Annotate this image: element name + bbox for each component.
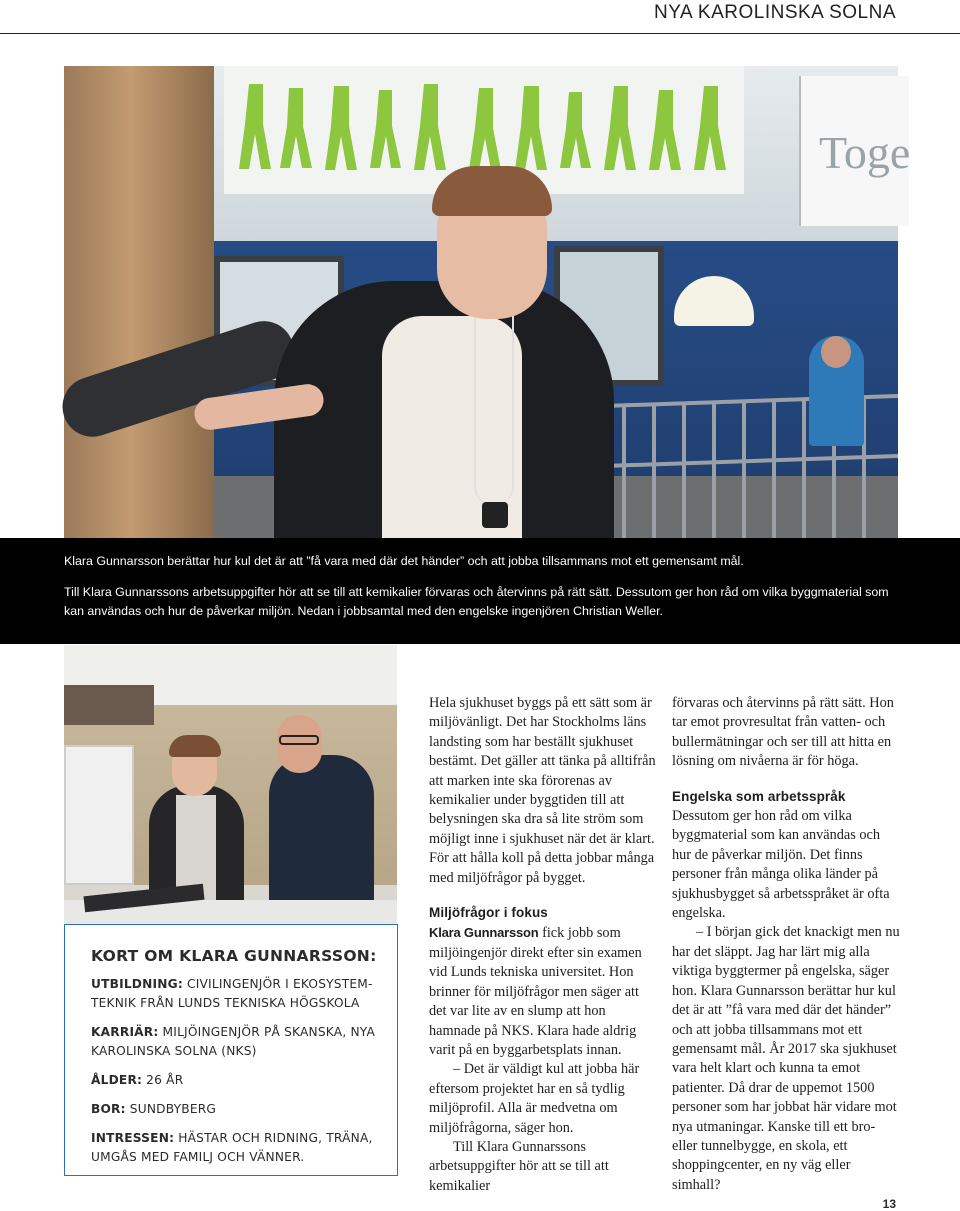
meeting-photo: [64, 645, 397, 945]
photo2-monitor: [64, 745, 134, 885]
fact-label: UTBILDNING:: [91, 977, 183, 991]
caption-line-1: Klara Gunnarsson berättar hur kul det är att ”få vara med där det händer” och att jobba tillsammans mot ett gemensamt mål.: [64, 554, 744, 568]
fact-value: MILJÖINGENJÖR PÅ SKANSKA, NYA KAROLINSKA SOLNA (NKS): [91, 1025, 376, 1058]
page-number: 13: [882, 1197, 896, 1211]
article-paragraph: Dessutom ger hon råd om vilka byggmaterial som kan användas och hur de påverkar miljön. Det finns personer från många olika länder på sjukhusbygget så arbetsspråket är ofta engelska.: [672, 808, 890, 922]
article-paragraph: Hela sjukhuset byggs på ett sätt som är miljövänligt. Det har Stockholms läns landsting som har beställt sjukhuset bestämt. Det gäller att tänka på alltifrån att marken inte ska förorenas av kemikalier under byggtiden till att belysningen ska dra så lite ström som möjligt inne i sjukhuset när det är klart. För att hålla koll på detta jobbar många med miljöfrågor på bygget.: [429, 695, 656, 886]
header-divider: [0, 33, 960, 34]
fact-label: KARRIÄR:: [91, 1025, 159, 1039]
fact-residence: [91, 1100, 379, 1119]
fact-interests: [91, 1129, 379, 1167]
photo-woman-hair: [432, 166, 552, 216]
section-title: NYA KAROLINSKA SOLNA: [654, 2, 896, 23]
article-paragraph: Till Klara Gunnarssons arbetsuppgifter hör att se till att kemikalier: [429, 1138, 609, 1194]
fact-value: SUNDBYBERG: [125, 1102, 217, 1116]
subheading-english: Engelska som arbetsspråk: [672, 788, 846, 804]
photo2-shelf: [64, 685, 154, 725]
photo2-man-glasses: [279, 735, 319, 745]
fact-label: ÅLDER:: [91, 1073, 143, 1087]
caption-line-2: Till Klara Gunnarssons arbetsuppgifter hör att se till att kemikalier förvaras och återvinns på rätt sätt. Dessutom ger hon råd om vilka byggmaterial som kan användas och hur de påverkar miljön. Nedan i jobbsamtal med den engelske ingenjören Christian Weller.: [64, 585, 889, 618]
photo-sign-lettering: Toge: [819, 127, 911, 178]
lead-name: Klara Gunnarsson: [429, 925, 539, 941]
fact-age: [91, 1071, 379, 1090]
fact-box-title: KORT OM KLARA GUNNARSSON:: [91, 947, 377, 965]
fact-value: 26 ÅR: [142, 1073, 184, 1087]
fact-value: HÄSTAR OCH RIDNING, TRÄNA, UMGÅS MED FAMILJ OCH VÄNNER.: [91, 1131, 373, 1164]
top-photo: [64, 66, 911, 538]
fact-label: BOR:: [91, 1102, 126, 1116]
fact-career: [91, 1023, 379, 1061]
photo-wood-wall: [64, 66, 214, 538]
fact-box: [64, 924, 398, 1176]
article-paragraph: förvaras och återvinns på rätt sätt. Hon tar emot provresultat från vatten- och bullermätningar och ser till att hitta en lösning om nivåerna är för höga.: [672, 695, 894, 770]
photo2-woman-hair: [169, 735, 221, 757]
subheading-environment: Miljöfrågor i fokus: [429, 905, 548, 921]
article-quote: – Det är väldigt kul att jobba här eftersom projektet har en så tydlig miljöprofil. Alla är medvetna om miljöfrågorna, säger hon.: [429, 1061, 640, 1136]
caption-bar: [0, 538, 960, 644]
fact-education: [91, 975, 379, 1013]
photo-badge: [482, 502, 508, 528]
photo-background-person-head: [821, 336, 851, 368]
article-column-2: [672, 694, 900, 1195]
fact-label: INTRESSEN:: [91, 1131, 175, 1145]
article-column-1: [429, 694, 657, 1196]
fact-value: CIVILINGENJÖR I EKOSYSTEM-TEKNIK FRÅN LUNDS TEKNISKA HÖGSKOLA: [91, 977, 373, 1010]
article-quote: – I början gick det knackigt men nu har det släppt. Jag har lärt mig alla viktiga byggtermer på engelska, säger hon. Klara Gunnarsson berättar hur kul det är att ”få vara med där det händer” och att jobba tillsammans mot ett gemensamt mål. År 2017 ska sjukhuset vara helt klart och kunna ta emot patienter. Då drar de uppemot 1500 personer som har jobbat här vidare mot nya utmaningar. Kanske till ett bro- eller tunnelbygge, en skola, ett shoppingcenter, en ny väg eller simhall?: [672, 924, 900, 1193]
photo-lanyard: [474, 306, 514, 506]
article-paragraph: [429, 923, 657, 1060]
article-text: fick jobb som miljöingenjör direkt efter sin examen vid Lunds tekniska universitet. Hon brinner för miljöfrågor men säger att det var lite av en slump att hon hamnade på NKS. Klara hade aldrig varit på en byggarbetsplats innan.: [429, 925, 642, 1058]
